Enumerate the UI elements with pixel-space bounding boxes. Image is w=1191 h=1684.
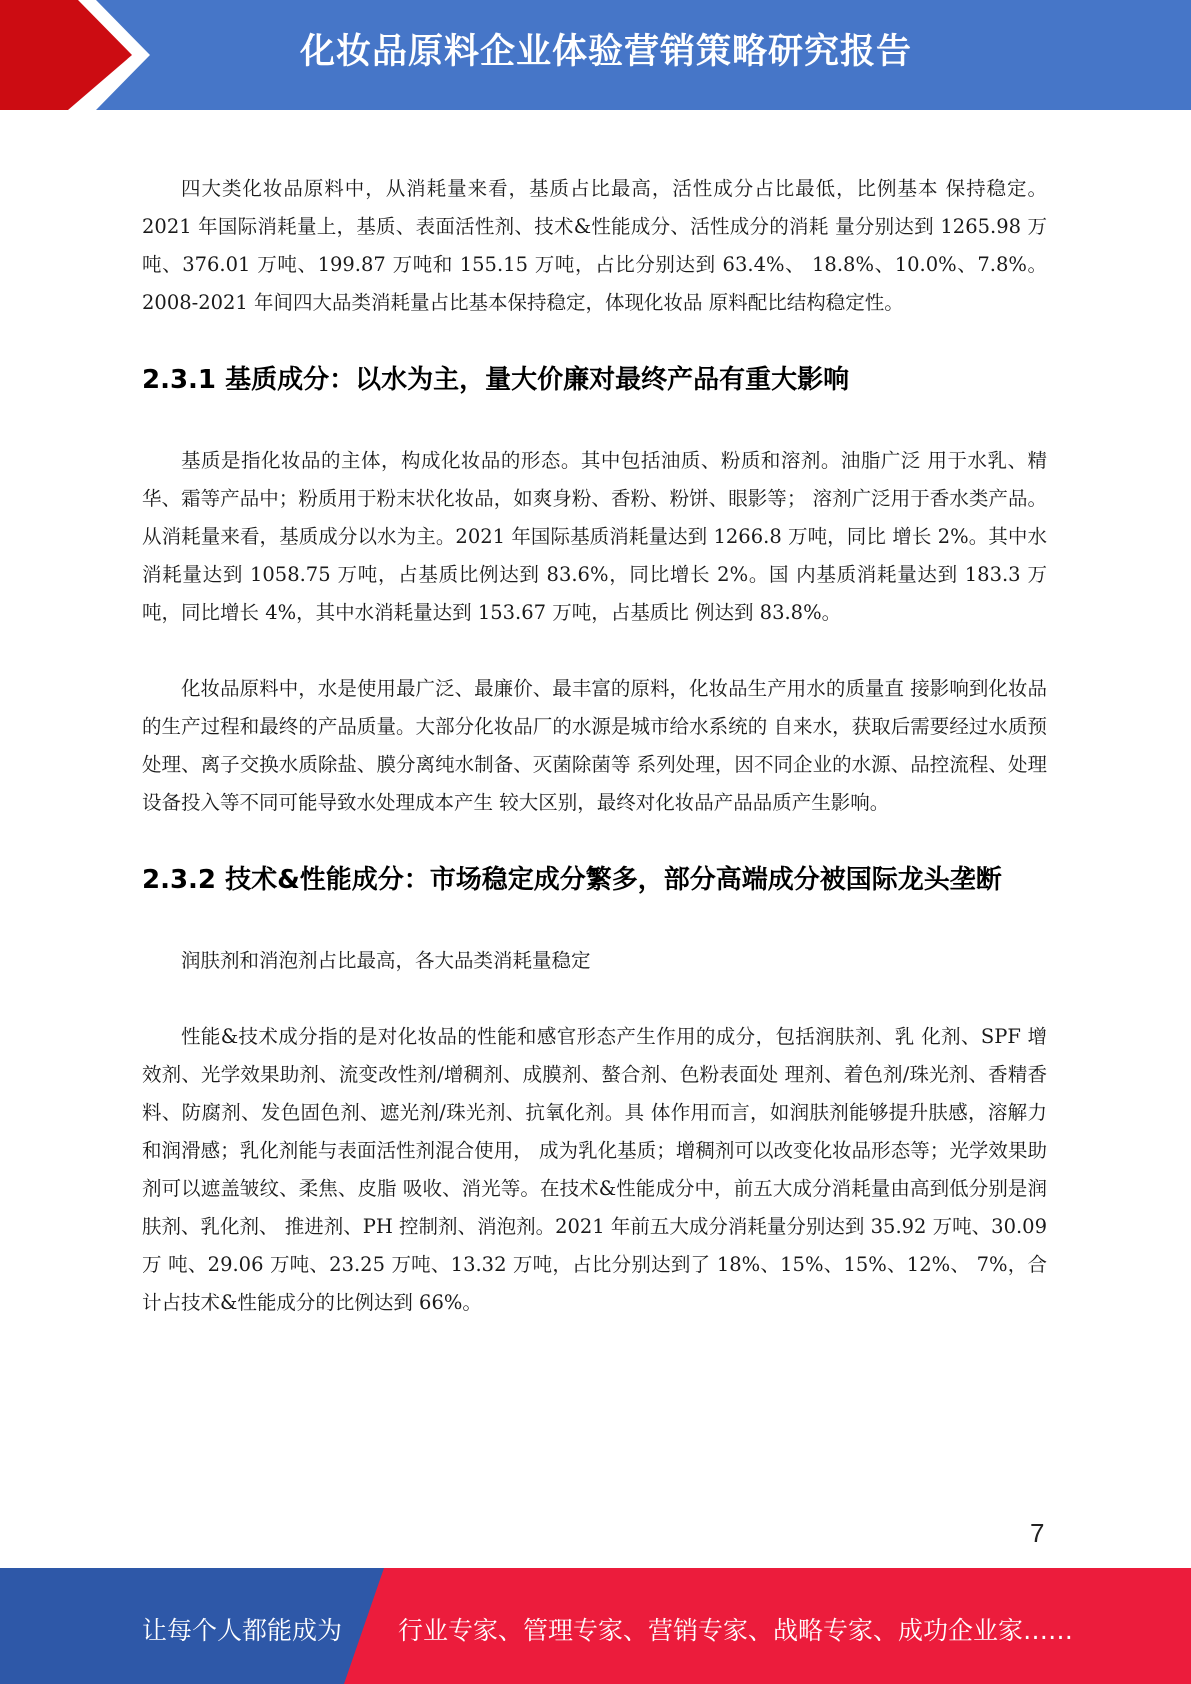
footer-slogan-right: 行业专家、管理专家、营销专家、战略专家、成功企业家…… [398,1616,1074,1645]
page-content [142,170,1047,1322]
section-heading-2-3-2: 2.3.2 技术&性能成分：市场稳定成分繁多，部分高端成分被国际龙头垄断 [142,865,1002,895]
paragraph-subheading: 润肤剂和消泡剂占比最高，各大品类消耗量稳定 [181,949,591,972]
paragraph-water-quality: 化妆品原料中，水是使用最广泛、最廉价、最丰富的原料，化妆品生产用水的质量直 接影响到化妆品的生产过程和最终的产品质量。大部分化妆品厂的水源是城市给水系统的 自来水，获取后需要经过水质预处理、离子交换水质除盐、膜分离纯水制备、灭菌除菌等 系列处理，因不同企业的水源、品控流程、处理设备投入等不同可能导致水处理成本产生 较大区别，最终对化妆品产品品质产生影响。 [142,677,1047,814]
header-title: 化妆品原料企业体验营销策略研究报告 [300,32,913,72]
page-header [0,0,1191,110]
paragraph-matrix-definition: 基质是指化妆品的主体，构成化妆品的形态。其中包括油质、粉质和溶剂。油脂广泛 用于水乳、精华、霜等产品中；粉质用于粉末状化妆品，如爽身粉、香粉、粉饼、眼影等； 溶剂广泛用于香水类产品。 从消耗量来看，基质成分以水为主。2021 年国际基质消耗量达到 1266.8 万吨，同比 增长 2%。其中水消耗量达到 1058.75 万吨，占基质比例达到 83.6%，同比增长 2%。国 内基质消耗量达到 183.3 万吨，同比增长 4%，其中水消耗量达到 153.67 万吨，占基质比 例达到 83.8%。 [142,449,1047,624]
page-footer [0,1568,1191,1684]
paragraph-raw-material-overview: 四大类化妆品原料中，从消耗量来看，基质占比最高，活性成分占比最低，比例基本 保持稳定。2021 年国际消耗量上，基质、表面活性剂、技术&性能成分、活性成分的消耗 量分别达到 1265.98 万吨、376.01 万吨、199.87 万吨和 155.15 万吨，占比分别达到 63.4%、 18.8%、10.0%、7.8%。2008-2021 年间四大品类消耗量占比基本保持稳定，体现化妆品 原料配比结构稳定性。 [142,177,1047,314]
paragraph-performance-ingredients: 性能&技术成分指的是对化妆品的性能和感官形态产生作用的成分，包括润肤剂、乳 化剂、SPF 增效剂、光学效果助剂、流变改性剂/增稠剂、成膜剂、螯合剂、色粉表面处 理剂、着色剂/珠光剂、香精香料、防腐剂、发色固色剂、遮光剂/珠光剂、抗氧化剂。具 体作用而言，如润肤剂能够提升肤感，溶解力和润滑感；乳化剂能与表面活性剂混合使用， 成为乳化基质；增稠剂可以改变化妆品形态等；光学效果助剂可以遮盖皱纹、柔焦、皮脂 吸收、消光等。在技术&性能成分中，前五大成分消耗量由高到低分别是润肤剂、乳化剂、 推进剂、PH 控制剂、消泡剂。2021 年前五大成分消耗量分别达到 35.92 万吨、30.09 万 吨、29.06 万吨、23.25 万吨、13.32 万吨，占比分别达到了 18%、15%、15%、12%、 7%，合计占技术&性能成分的比例达到 66%。 [142,1025,1047,1314]
page-number: 7 [1030,1518,1045,1548]
footer-slogan-left: 让每个人都能成为 [142,1616,343,1645]
section-heading-2-3-1: 2.3.1 基质成分：以水为主，量大价廉对最终产品有重大影响 [142,365,850,395]
